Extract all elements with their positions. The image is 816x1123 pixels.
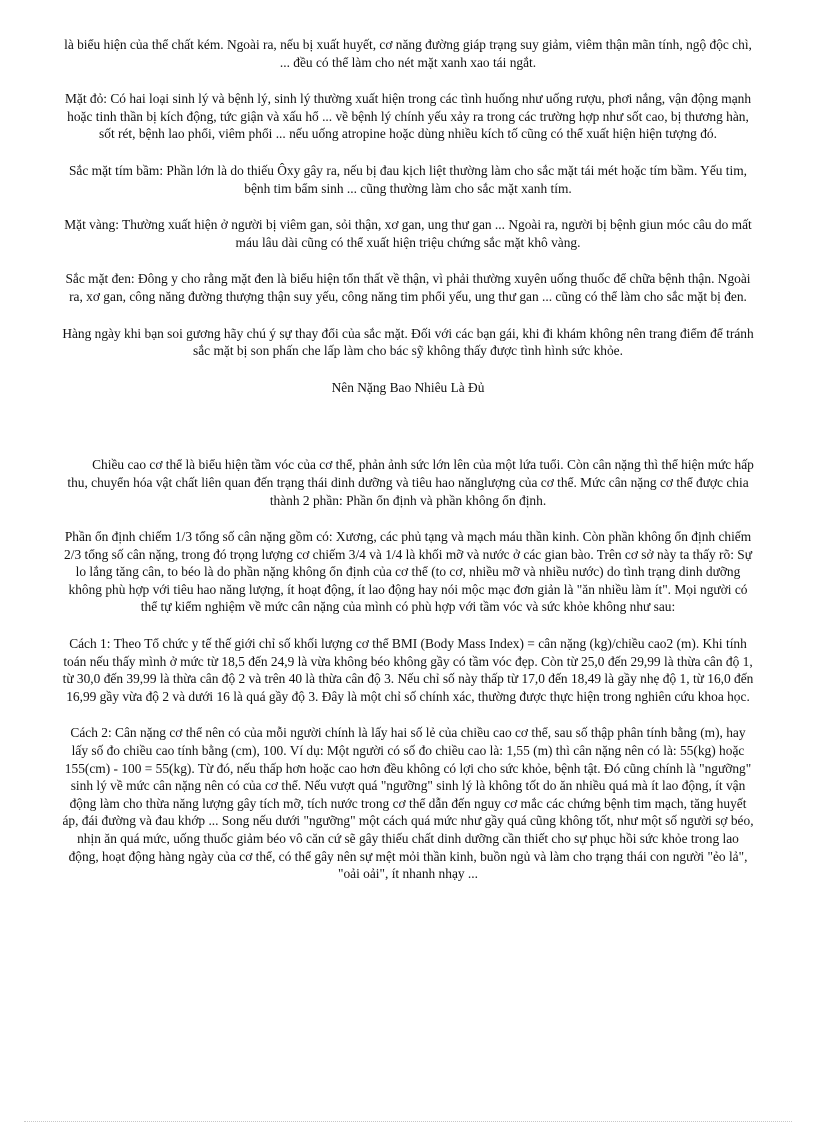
- section-heading: Nên Nặng Bao Nhiêu Là Đủ: [331, 379, 485, 395]
- paragraph-method-1: Cách 1: Theo Tổ chức y tế thế giới chỉ số khối lượng cơ thể BMI (Body Mass Index) = cân nặng (kg)/chiều cao2 (m). Khi tính toán nếu thấy mình ở mức từ 18,5 đến 24,9 là vừa không béo không gầy có tầm vóc đẹp. Còn từ 25,0 đến 29,99 là thừa cân độ 1, từ 30,0 đến 39,99 là thừa cân độ 2 và trên 40 là thừa cân độ 3. Nếu chỉ số này thấp từ 17,0 đến 18,49 là gầy nhẹ độ 1, từ 16,0 đến 16,99 gầy vừa độ 2 và dưới 16 là quá gầy độ 3. Đây là một chỉ số chính xác, thường được thực hiện trong nghiên cứu khoa học.: [62, 636, 754, 704]
- paragraph-body-height: Chiều cao cơ thể là biểu hiện tầm vóc của cơ thể, phản ảnh sức lớn lên của một lứa tuổi. Còn cân nặng thì thể hiện mức hấp thu, chuyển hóa vật chất liên quan đến trạng thái dinh dưỡng và tiêu hao nănglượng của cơ thể. Mức cân nặng cơ thể được chia thành 2 phần: Phần ổn định và phần không ổn định.: [67, 457, 754, 508]
- document-page: [62, 36, 754, 902]
- paragraph-stable-part: Phần ổn định chiếm 1/3 tổng số cân nặng gồm có: Xương, các phủ tạng và mạch máu thần kinh. Còn phần không ổn định chiếm 2/3 tổng số cân nặng, trong đó trọng lượng cơ chiếm 3/4 và 1/4 là khối mỡ và nước ở các gian bào. Trên cơ sở này ta thấy rõ: Sự lo lắng tăng cân, to béo là do phần nặng không ổn định của cơ thể (to cơ, nhiều mỡ và nhiều nước) do tình trạng dinh dưỡng không phù hợp với tiêu hao năng lượng, ít hoạt động, ít lao động hay nói mộc mạc đơn giản là "ăn nhiều làm ít". Mọi người có thể tự kiểm nghiệm về mức cân nặng của mình có phù hợp với tầm vóc và sức khỏe không như sau:: [64, 529, 752, 615]
- page-bottom-divider: [24, 1121, 792, 1122]
- paragraph-red-face: Mặt đỏ: Có hai loại sinh lý và bệnh lý, sinh lý thường xuất hiện trong các tình huống như uống rượu, phơi nắng, vận động mạnh hoặc tinh thần bị kích động, tức giận và xấu hổ ... về bệnh lý chính yếu xảy ra trong các trường hợp như sốt cao, bị thương hàn, sốt rét, bệnh lao phổi, viêm phổi ... nếu uống atropine hoặc dùng nhiều kích tố cũng có thể xuất hiện hiện tượng đó.: [64, 91, 752, 142]
- paragraph-purple-face: Sắc mặt tím bầm: Phần lớn là do thiếu Ôxy gây ra, nếu bị đau kịch liệt thường làm cho sắc mặt tái mét hoặc tím bầm. Yếu tim, bệnh tim bẩm sinh ... cũng thường làm cho sắc mặt xanh tím.: [68, 162, 748, 196]
- paragraph-method-2: Cách 2: Cân nặng cơ thể nên có của mỗi người chính là lấy hai số lẻ của chiều cao cơ thể, sau số thập phân tính bằng (m), hay lấy số đo chiều cao tính bằng (cm), 100. Ví dụ: Một người có số đo chiều cao là: 1,55 (m) thì cân nặng nên có là: 55(kg) hoặc 155(cm) - 100 = 55(kg). Từ đó, nếu thấp hơn hoặc cao hơn đều không có lợi cho sức khỏe, bệnh tật. Đó cũng chính là "ngưỡng" sinh lý về mức cân nặng nên có của cơ thể. Nếu vượt quá "ngưỡng" sinh lý là không tốt do ăn nhiều quá mà ít lao động, ít vận động làm cho thừa năng lượng gây tích mỡ, tích nước trong cơ thể dẫn đến nguy cơ mắc các chứng bệnh tim mạch, tăng huyết áp, đái đường và đau khớp ... Song nếu dưới "ngưỡng" một cách quá mức như gầy quá cũng không tốt, như một số người sợ béo, nhịn ăn quá mức, uống thuốc giảm béo vô căn cứ sẽ gây thiếu chất dinh dưỡng cần thiết cho sự phục hồi sức khỏe trong lao động, hoạt động hàng ngày của cơ thể, có thể gây nên sự mệt mỏi thần kinh, buồn ngủ và làm cho trạng thái con người "ẻo lả", "oải oải", ít nhanh nhạy ...: [62, 725, 754, 882]
- paragraph-pale-face-cont: là biểu hiện của thể chất kém. Ngoài ra, nếu bị xuất huyết, cơ năng đường giáp trạng suy giảm, viêm thận mãn tính, ngộ độc chì, ... đều có thể làm cho nét mặt xanh xao tái ngắt.: [64, 37, 752, 70]
- paragraph-daily-check: Hàng ngày khi bạn soi gương hãy chú ý sự thay đổi của sắc mặt. Đối với các bạn gái, khi đi khám không nên trang điểm để tránh sắc mặt bị son phấn che lấp làm cho bác sỹ không thấy được tình hình sức khỏe.: [62, 325, 754, 359]
- paragraph-yellow-face: Mặt vàng: Thường xuất hiện ở người bị viêm gan, sỏi thận, xơ gan, ung thư gan ... Ngoài ra, người bị bệnh giun móc câu do mất máu lâu dài cũng có thể xuất hiện triệu chứng sắc mặt khô vàng.: [64, 217, 752, 250]
- paragraph-dark-face: Sắc mặt đen: Đông y cho rằng mặt đen là biểu hiện tổn thất về thận, vì phải thường xuyên uống thuốc để chữa bệnh thận. Ngoài ra, xơ gan, công năng đường thượng thận suy yếu, công năng tim phổi yếu, ung thư gan ... cũng có thể làm cho sắc mặt bị đen.: [65, 271, 751, 304]
- section-spacer: [62, 396, 754, 456]
